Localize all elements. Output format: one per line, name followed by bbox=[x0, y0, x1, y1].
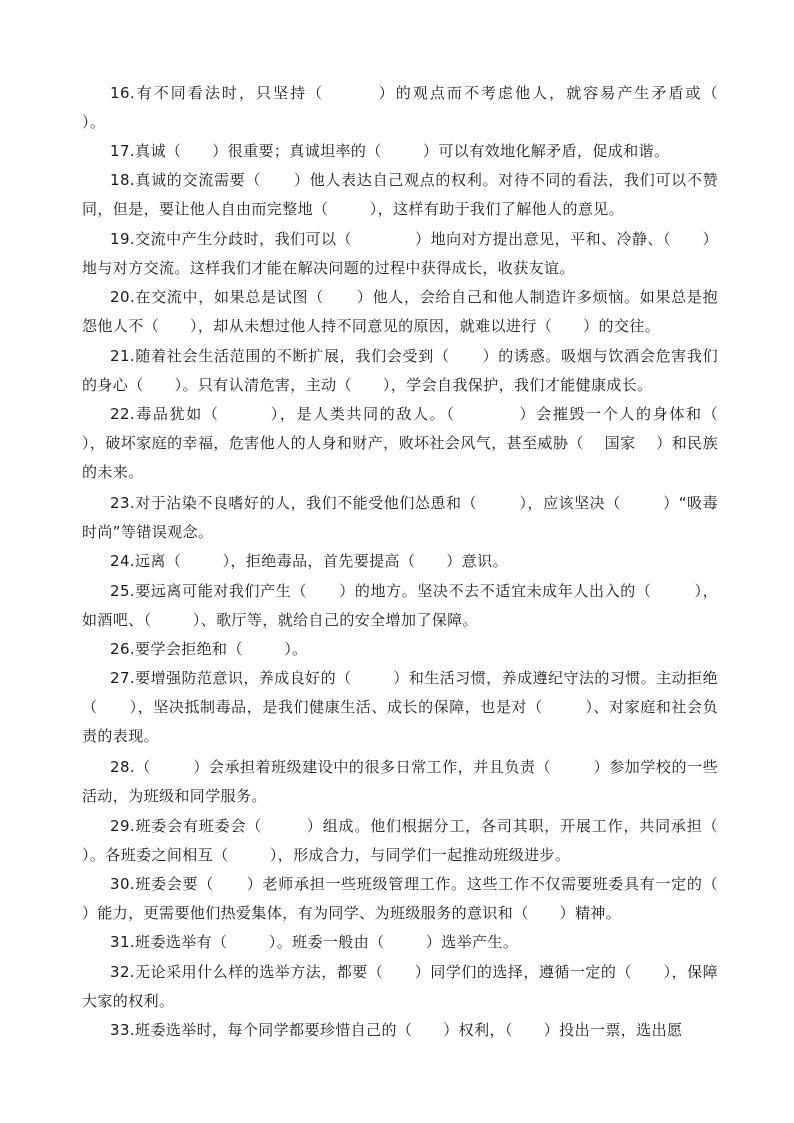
question-18: 18.真诚的交流需要（ ）他人表达自己观点的权利。对待不同的看法，我们可以不赞同，但是，要让他人自由而完整地（ ），这样有助于我们了解他人的意见。 bbox=[82, 171, 718, 218]
question-23: 23.对于沾染不良嗜好的人，我们不能受他们怂恿和（ ），应该坚决（ ）“吸毒时尚”等错误观念。 bbox=[82, 494, 718, 541]
question-26: 26.要学会拒绝和（ ）。 bbox=[110, 640, 308, 658]
question-31: 31.班委选举有（ ）。班委一般由（ ）选举产生。 bbox=[110, 933, 519, 951]
question-21: 21.随着社会生活范围的不断扩展，我们会受到（ ）的诱惑。吸烟与饮酒会危害我们的身心（ ）。只有认清危害，主动（ ），学会自我保护，我们才能健康成长。 bbox=[82, 347, 718, 394]
question-28: 28.（ ）会承担着班级建设中的很多日常工作，并且负责（ ）参加学校的一些活动，为班级和同学服务。 bbox=[82, 758, 718, 805]
question-32: 32.无论采用什么样的选举方法，都要（ ）同学们的选择，遵循一定的（ ），保障大家的权利。 bbox=[82, 963, 718, 1010]
question-29: 29.班委会有班委会（ ）组成。他们根据分工，各司其职，开展工作，共同承担（ ）。各班委之间相互（ ），形成合力，与同学们一起推动班级进步。 bbox=[82, 817, 750, 864]
question-33: 33.班委选举时，每个同学都要珍惜自己的（ ）权利，（ ）投出一票，选出愿 bbox=[110, 1021, 683, 1039]
question-17: 17.真诚（ ）很重要；真诚坦率的（ ）可以有效地化解矛盾，促成和谐。 bbox=[110, 142, 670, 160]
question-20: 20.在交流中，如果总是试图（ ）他人，会给自己和他人制造许多烦恼。如果总是抱怨他人不（ ），却从未想过他人持不同意见的原因，就难以进行（ ）的交往。 bbox=[82, 288, 718, 335]
question-27: 27.要增强防范意识，养成良好的（ ）和生活习惯，养成遵纪守法的习惯。主动拒绝（ ），坚决抵制毒品，是我们健康生活、成长的保障，也是对（ ）、对家庭和社会负责的表现。 bbox=[82, 669, 718, 745]
question-25: 25.要远离可能对我们产生（ ）的地方。坚决不去不适宜未成年人出入的（ ），如酒吧、（ ）、歌厅等，就给自己的安全增加了保障。 bbox=[82, 582, 718, 629]
question-19: 19.交流中产生分歧时，我们可以（ ）地向对方提出意见，平和、冷静、（ ）地与对方交流。这样我们才能在解决问题的过程中获得成长，收获友谊。 bbox=[82, 230, 718, 277]
question-16: 16.有不同看法时，只坚持（ ）的观点而不考虑他人，就容易产生矛盾或（ ）。 bbox=[82, 84, 760, 131]
question-24: 24.远离（ ），拒绝毒品，首先要提高（ ）意识。 bbox=[110, 552, 508, 570]
question-30: 30.班委会要（ ）老师承担一些班级管理工作。这些工作不仅需要班委具有一定的（ ）能力，更需要他们热爱集体，有为同学、为班级服务的意识和（ ）精神。 bbox=[82, 875, 750, 922]
question-22: 22.毒品犹如（ ），是人类共同的敌人。（ ）会摧毁一个人的身体和（ ），破坏家庭的幸福，危害他人的人身和财产，败坏社会风气，甚至威胁（ 国家 ）和民族的未来。 bbox=[82, 405, 770, 481]
